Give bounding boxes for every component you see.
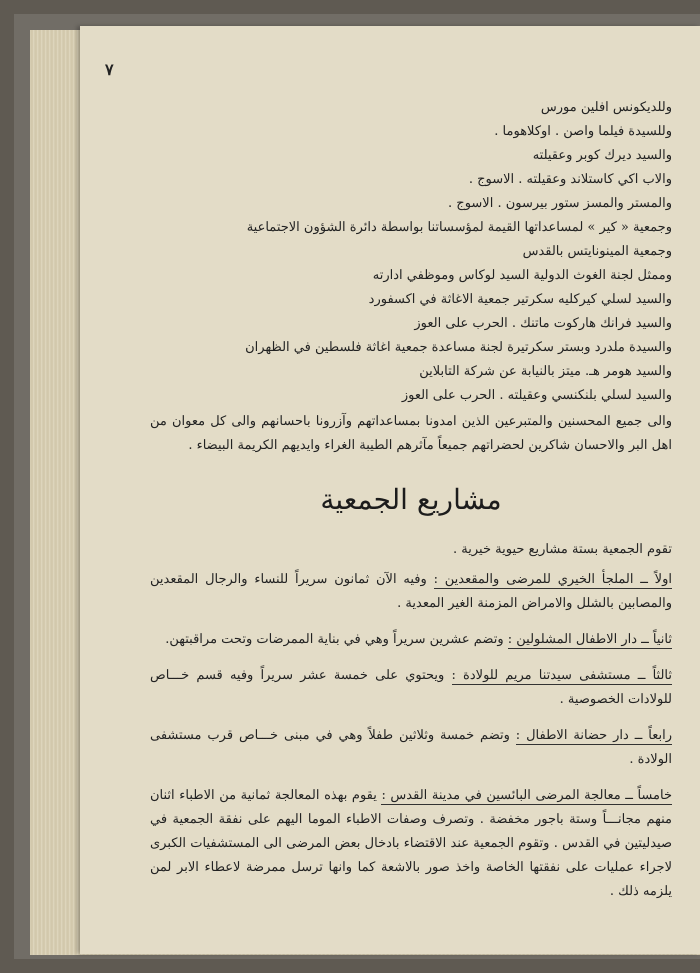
project-item [150,724,672,772]
acknowledgement-line: والسيدة ملدرد وبستر سكرتيرة لجنة مساعدة جمعية اغاثة فلسطين في الظهران [245,340,672,355]
project-heading: اولاً ــ الملجأ الخيري للمرضى والمقعدين : [433,572,672,587]
closing-paragraph: والى جميع المحسنين والمتبرعين الذين امدونا بمساعداتهم وآزرونا باحسانهم والى كل معوان من اهل البر والاحسان شاكرين لحضراتهم جميعاً مآثرهم الطيبة الغراء وايديهم الكريمة البيضاء . [150,414,672,453]
projects-intro: تقوم الجمعية بستة مشاريع حيوية خيرية . [453,542,672,557]
project-item [150,784,672,904]
project-heading: رابعاً ــ دار حضانة الاطفال : [515,728,673,743]
acknowledgement-line: والاب اكي كاستلاند وعقيلته . الاسوج . [468,172,672,187]
acknowledgement-line: والسيد هومر هـ. ميتز بالنيابة عن شركة التابلاين [419,364,672,379]
acknowledgement-line: والسيد فرانك هاركوت ماتنك . الحرب على العوز [414,316,672,331]
project-heading: ثالثاً ــ مستشفى سيدتنا مريم للولادة : [451,668,672,683]
acknowledgement-line: والسيد ديرك كوبر وعقيلته [532,148,672,163]
acknowledgement-line: والسيد لسلي بلنكنسي وعقيلته . الحرب على العوز [401,388,672,403]
acknowledgement-line: والمستر والمسز ستور بيرسون . الاسوج . [448,196,672,211]
acknowledgement-line: وممثل لجنة الغوث الدولية السيد لوكاس وموظفي ادارته [372,268,672,283]
acknowledgement-list [150,96,672,408]
page-number: ٧ [105,60,114,79]
project-heading: خامساً ــ معالجة المرضى البائسين في مدينة القدس : [381,788,672,803]
project-description: وفيه الآن ثمانون سريراً للنساء والرجال المقعدين والمصابين بالشلل والامراض المزمنة الغير المعدية . [150,572,672,611]
page-content [150,96,672,916]
acknowledgement-line: وللديكونس افلين مورس [540,100,672,115]
project-description: وتضم خمسة وثلاثين طفلاً وهي في مبنى خـــاص قرب مستشفى الولادة . [150,728,672,767]
project-item [150,664,672,712]
acknowledgement-line: وللسيدة فيلما واصن . اوكلاهوما . [494,124,672,139]
acknowledgement-line: وجمعية المينونايتس بالقدس [522,244,672,259]
acknowledgement-line: وجمعية « كير » لمساعداتها القيمة لمؤسساتنا بواسطة دائرة الشؤون الاجتماعية [246,220,672,235]
project-item [150,568,672,616]
project-description: ويحتوي على خمسة عشر سريراً وفيه قسم خـــاص للولادات الخصوصية . [150,668,672,707]
section-title: مشاريع الجمعية [320,483,502,516]
project-description: وتضم عشرين سريراً وهي في بناية الممرضات وتحت مراقبتهن. [165,632,508,647]
acknowledgement-line: والسيد لسلي كيركليه سكرتير جمعية الاغاثة في اكسفورد [368,292,672,307]
project-description: يقوم بهذه المعالجة ثمانية من الاطباء اثنان منهم مجانـــاً وستة باجور مخفضة . وتصرف وصفات الاطباء الموما اليهم على نفقة الجمعية في صيدليتين في القدس . وتقوم الجمعية عند الاقتضاء بادخال بعض المرضى الى المستشفيات الكبرى لاجراء عمليات على نفقتها الخاصة واخذ صور بالاشعة كما وانها ترسل ممرضة لاعطاء الابر لمن يلزمه ذلك . [150,788,672,899]
project-heading: ثانياً ــ دار الاطفال المشلولين : [507,632,672,647]
project-item [150,628,672,652]
